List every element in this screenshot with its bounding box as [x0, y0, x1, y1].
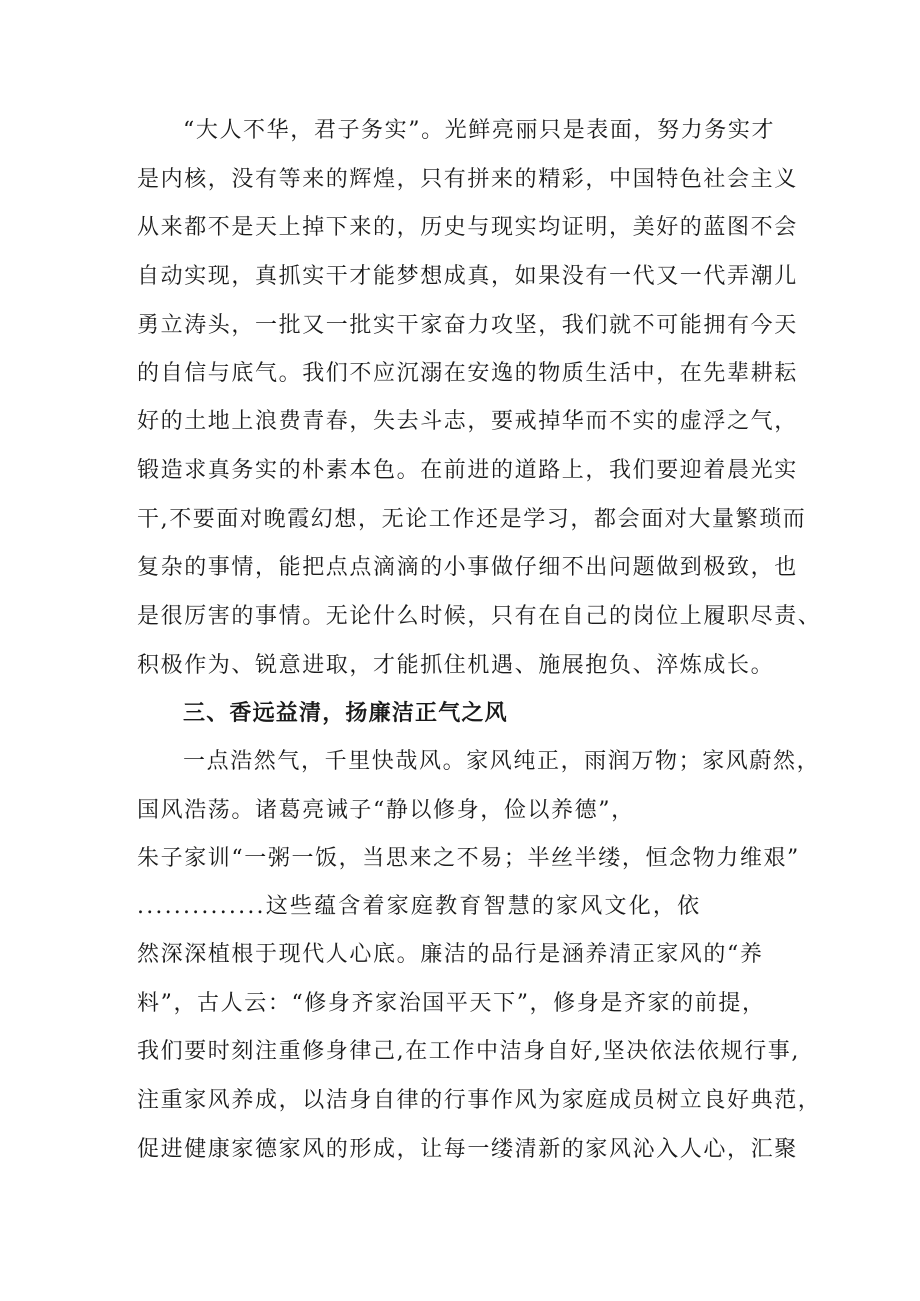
paragraph-line: 干,不要面对晚霞幻想，无论工作还是学习，都会面对大量繁琐而 — [137, 507, 807, 532]
paragraph-line: 促进健康家德家风的形成，让每一缕清新的家风沁入人心，汇聚 — [137, 1137, 798, 1162]
paragraph-line: 朱子家训“一粥一饭，当思来之不易；半丝半缕，恒念物力维艰” — [137, 846, 800, 871]
paragraph-line: 的自信与底气。我们不应沉溺在安逸的物质生活中，在先辈耕耘 — [137, 361, 798, 386]
paragraph-line: 一点浩然气，千里快哉风。家风纯正，雨润万物；家风蔚然， — [183, 749, 821, 774]
paragraph-line: 然深深植根于现代人心底。廉洁的品行是涵养清正家风的“养 — [137, 942, 764, 967]
paragraph-line: 积极作为、锐意进取，才能抓住机遇、施展抱负、淬炼成长。 — [137, 653, 775, 678]
paragraph-line: 国风浩荡。诸葛亮诫子“静以修身，俭以养德”， — [137, 798, 635, 823]
paragraph-line: 锻造求真务实的朴素本色。在前进的道路上，我们要迎着晨光实 — [137, 458, 798, 483]
paragraph-line: “大人不华，君子务实”。光鲜亮丽只是表面，努力务实才 — [183, 118, 776, 143]
paragraph-line: 料”，古人云：“修身齐家治国平天下”，修身是齐家的前提， — [137, 991, 766, 1016]
paragraph-line: 勇立涛头，一批又一批实干家奋力攻坚，我们就不可能拥有今天 — [137, 313, 798, 338]
paragraph-line: 注重家风养成，以洁身自律的行事作风为家庭成员树立良好典范， — [137, 1088, 822, 1113]
paragraph-line: 从来都不是天上掉下来的，历史与现实均证明，美好的蓝图不会 — [137, 215, 798, 240]
section-heading: 三、香远益清，扬廉洁正气之风 — [183, 701, 508, 726]
paragraph-line: 复杂的事情，能把点点滴滴的小事做仔细不出问题做到极致，也 — [137, 555, 798, 580]
paragraph-line: 是内核，没有等来的辉煌，只有拼来的精彩，中国特色社会主义 — [137, 167, 798, 192]
paragraph-line: 自动实现，真抓实干才能梦想成真，如果没有一代又一代弄潮儿 — [137, 264, 798, 289]
paragraph-line: ..............这些蕴含着家庭教育智慧的家风文化，依 — [137, 894, 702, 919]
paragraph-line: 我们要时刻注重修身律己,在工作中洁身自好,坚决依法依规行事, — [137, 1039, 800, 1064]
paragraph-line: 是很厉害的事情。无论什么时候，只有在自己的岗位上履职尽责、 — [137, 604, 822, 629]
paragraph-line: 好的土地上浪费青春，失去斗志，要戒掉华而不实的虚浮之气， — [137, 409, 798, 434]
